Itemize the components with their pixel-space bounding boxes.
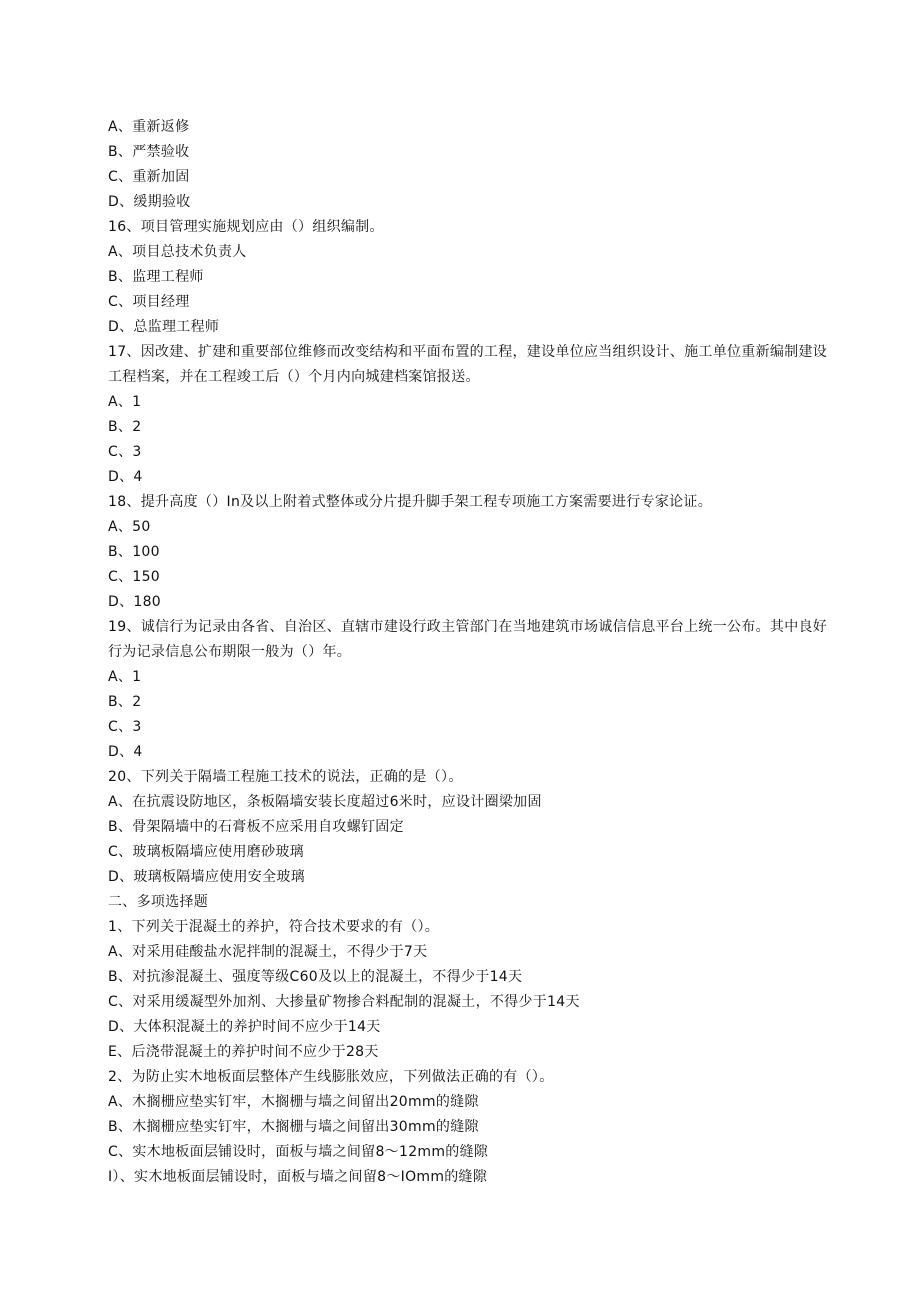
option-line: B、对抗渗混凝土、强度等级C60及以上的混凝土，不得少于14天 [108,969,523,985]
option-line: A、1 [108,394,142,410]
option-line: D、玻璃板隔墙应使用安全玻璃 [108,869,305,885]
option-line: D、180 [108,594,162,610]
option-line: B、骨架隔墙中的石膏板不应采用自攻螺钉固定 [108,819,404,835]
option-line: A、重新返修 [108,119,190,135]
question-text: 17、因改建、扩建和重要部位维修而改变结构和平面布置的工程，建设单位应当组织设计、施工单位重新编制建设工程档案，并在工程竣工后（）个月内向城建档案馆报送。 [108,344,828,385]
option-line: C、3 [108,719,142,735]
option-line: B、严禁验收 [108,144,190,160]
option-line: B、2 [108,694,142,710]
option-line: A、木搁栅应垫实钉牢，木搁栅与墙之间留出20mm的缝隙 [108,1094,479,1110]
section-heading: 二、多项选择题 [108,894,209,910]
option-line: B、2 [108,419,142,435]
option-line: C、重新加固 [108,169,190,185]
question-text: 18、提升高度（）In及以上附着式整体或分片提升脚手架工程专项施工方案需要进行专家论证。 [108,494,713,510]
option-line: A、在抗震设防地区，条板隔墙安装长度超过6米时，应设计圈梁加固 [108,794,542,810]
option-line: D、缓期验收 [108,194,191,210]
question-text: 1、下列关于混凝土的养护，符合技术要求的有（）。 [108,919,440,935]
option-line: B、100 [108,544,160,560]
option-line: A、项目总技术负责人 [108,244,247,260]
option-line: B、监理工程师 [108,269,204,285]
option-line: C、对采用缓凝型外加剂、大掺量矿物掺合料配制的混凝土，不得少于14天 [108,994,580,1010]
option-line: A、50 [108,519,151,535]
question-text: 16、项目管理实施规划应由（）组织编制。 [108,219,384,235]
option-line: A、1 [108,669,142,685]
question-text: 20、下列关于隔墙工程施工技术的说法，正确的是（）。 [108,769,463,785]
question-list [108,115,828,1190]
option-line: I）、实木地板面层铺设时，面板与墙之间留8～IOmm的缝隙 [108,1169,488,1185]
option-line: D、4 [108,469,143,485]
question-text: 19、诚信行为记录由各省、自治区、直辖市建设行政主管部门在当地建筑市场诚信信息平台上统一公布。其中良好行为记录信息公布期限一般为（）年。 [108,619,828,660]
question-text: 2、为防止实木地板面层整体产生线膨胀效应，下列做法正确的有（）。 [108,1069,554,1085]
option-line: E、后浇带混凝土的养护时间不应少于28天 [108,1044,379,1060]
option-line: D、4 [108,744,143,760]
option-line: C、玻璃板隔墙应使用磨砂玻璃 [108,844,304,860]
option-line: A、对采用硅酸盐水泥拌制的混凝土，不得少于7天 [108,944,428,960]
option-line: C、实木地板面层铺设时，面板与墙之间留8～12mm的缝隙 [108,1144,489,1160]
option-line: C、150 [108,569,160,585]
option-line: D、大体积混凝土的养护时间不应少于14天 [108,1019,381,1035]
option-line: B、木搁栅应垫实钉牢，木搁栅与墙之间留出30mm的缝隙 [108,1119,479,1135]
option-line: C、3 [108,444,142,460]
option-line: D、总监理工程师 [108,319,220,335]
option-line: C、项目经理 [108,294,190,310]
